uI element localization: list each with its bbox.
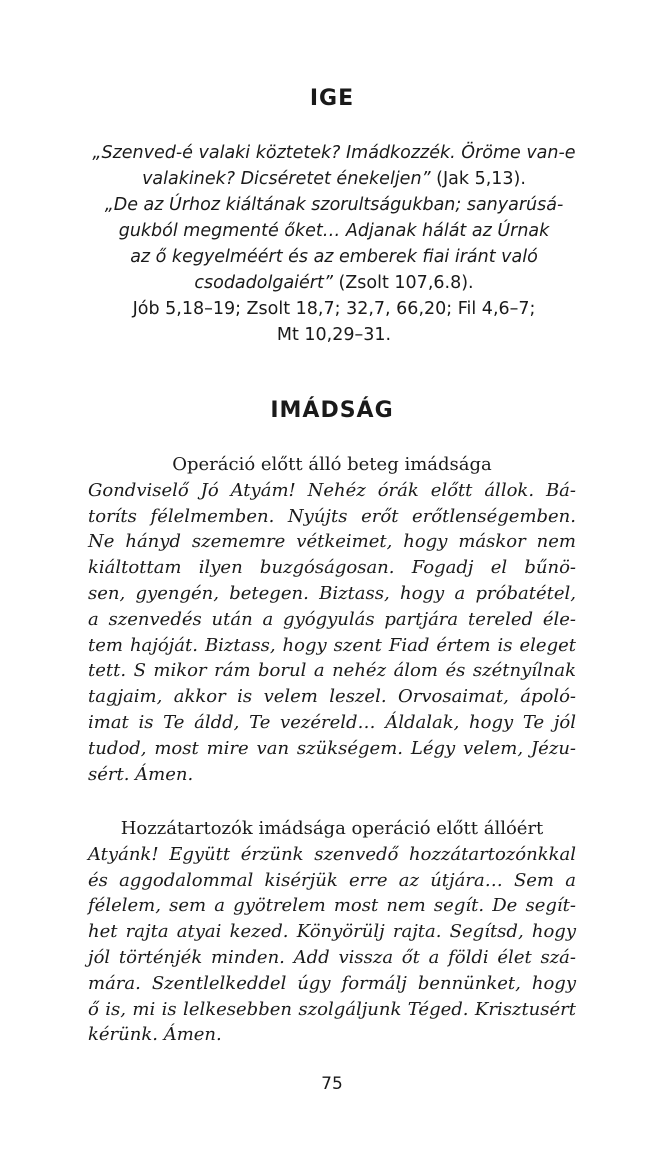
verse-line [84, 322, 584, 348]
prayer-line: het rajta atyai kezed. Könyörülj rajta. Segítsd, hogy [88, 921, 576, 943]
prayer-line: a szenvedés után a gyógyulás partjára tereled éle- [88, 608, 576, 630]
verse-reference: Jób 5,18–19; Zsolt 18,7; 32,7, 66,20; Fil 4,6–7; [132, 299, 536, 319]
prayer-line: Gondviselő Jó Atyám! Nehéz órák előtt állok. Bá- [88, 479, 576, 501]
verse-line [84, 244, 584, 270]
verse-line [84, 270, 584, 296]
verse-line [84, 140, 584, 166]
prayer-line: mára. Szentlelkeddel úgy formálj bennünket, hogy [88, 972, 576, 994]
prayer-line: sen, gyengén, betegen. Biztass, hogy a próbatétel, [88, 582, 576, 604]
scripture-verses [84, 140, 584, 348]
prayer-line: jól történjék minden. Add vissza őt a földi élet szá- [88, 946, 576, 968]
verse-line [84, 166, 584, 192]
verse-quote: „Szenved-é valaki köztetek? Imádkozzék. Öröme van-e [92, 143, 576, 163]
prayer-line: tudod, most mire van szükségem. Légy velem, Jézu- [88, 737, 576, 759]
prayer-line: ő is, mi is lelkesebben szolgáljunk Téged. Krisztusért [88, 998, 576, 1020]
prayer-title: Operáció előtt álló beteg imádsága [172, 454, 492, 475]
section-heading-imadsag: IMÁDSÁG [270, 398, 394, 423]
prayer-line: tagjaim, akkor is velem leszel. Orvosaimat, ápoló- [88, 686, 576, 708]
prayer-line: toríts félelmemben. Nyújts erőt erőtlenségemben. [88, 505, 576, 527]
verse-quote: csodadolgaiért” [194, 273, 333, 293]
verse-line [84, 296, 584, 322]
verse-reference: (Jak 5,13). [430, 169, 526, 189]
prayer-line: imat is Te áldd, Te vezéreld… Áldalak, hogy Te jól [88, 711, 576, 733]
verse-line [84, 218, 584, 244]
prayer-line: Ne hányd szememre vétkeimet, hogy máskor nem [88, 531, 576, 553]
page-number: 75 [321, 1074, 343, 1094]
prayer-line: félelem, sem a gyötrelem most nem segít. De segít- [88, 895, 576, 917]
prayer-block [88, 452, 576, 787]
prayer-title: Hozzátartozók imádsága operáció előtt állóért [120, 818, 544, 839]
verse-quote: az ő kegyelméért és az emberek fiai iránt való [130, 247, 538, 267]
prayer-line: tem hajóját. Biztass, hogy szent Fiad értem is eleget [88, 634, 576, 656]
verse-reference: Mt 10,29–31. [276, 325, 392, 345]
prayer-block [88, 816, 576, 1048]
verse-quote: valakinek? Dicséretet énekeljen” [142, 169, 431, 189]
prayer-line: kérünk. Ámen. [88, 1024, 222, 1046]
prayer-line: tett. S mikor rám borul a nehéz álom és szétnyílnak [88, 660, 576, 682]
verse-quote: gukból megmenté őket… Adjanak hálát az Úrnak [118, 221, 550, 241]
prayer-line: Atyánk! Együtt érzünk szenvedő hozzátartozónkkal [88, 843, 576, 865]
prayer-line: sért. Ámen. [88, 763, 194, 785]
verse-line [84, 192, 584, 218]
verse-quote: „De az Úrhoz kiáltának szorultságukban; sanyarúsá- [104, 195, 564, 215]
prayer-line: kiáltottam ilyen buzgóságosan. Fogadj el bűnö- [88, 557, 576, 579]
verse-reference: (Zsolt 107,6.8). [332, 273, 474, 293]
prayer-line: és aggodalommal kisérjük erre az útjára… Sem a [88, 869, 576, 891]
section-heading-ige: IGE [309, 86, 355, 111]
